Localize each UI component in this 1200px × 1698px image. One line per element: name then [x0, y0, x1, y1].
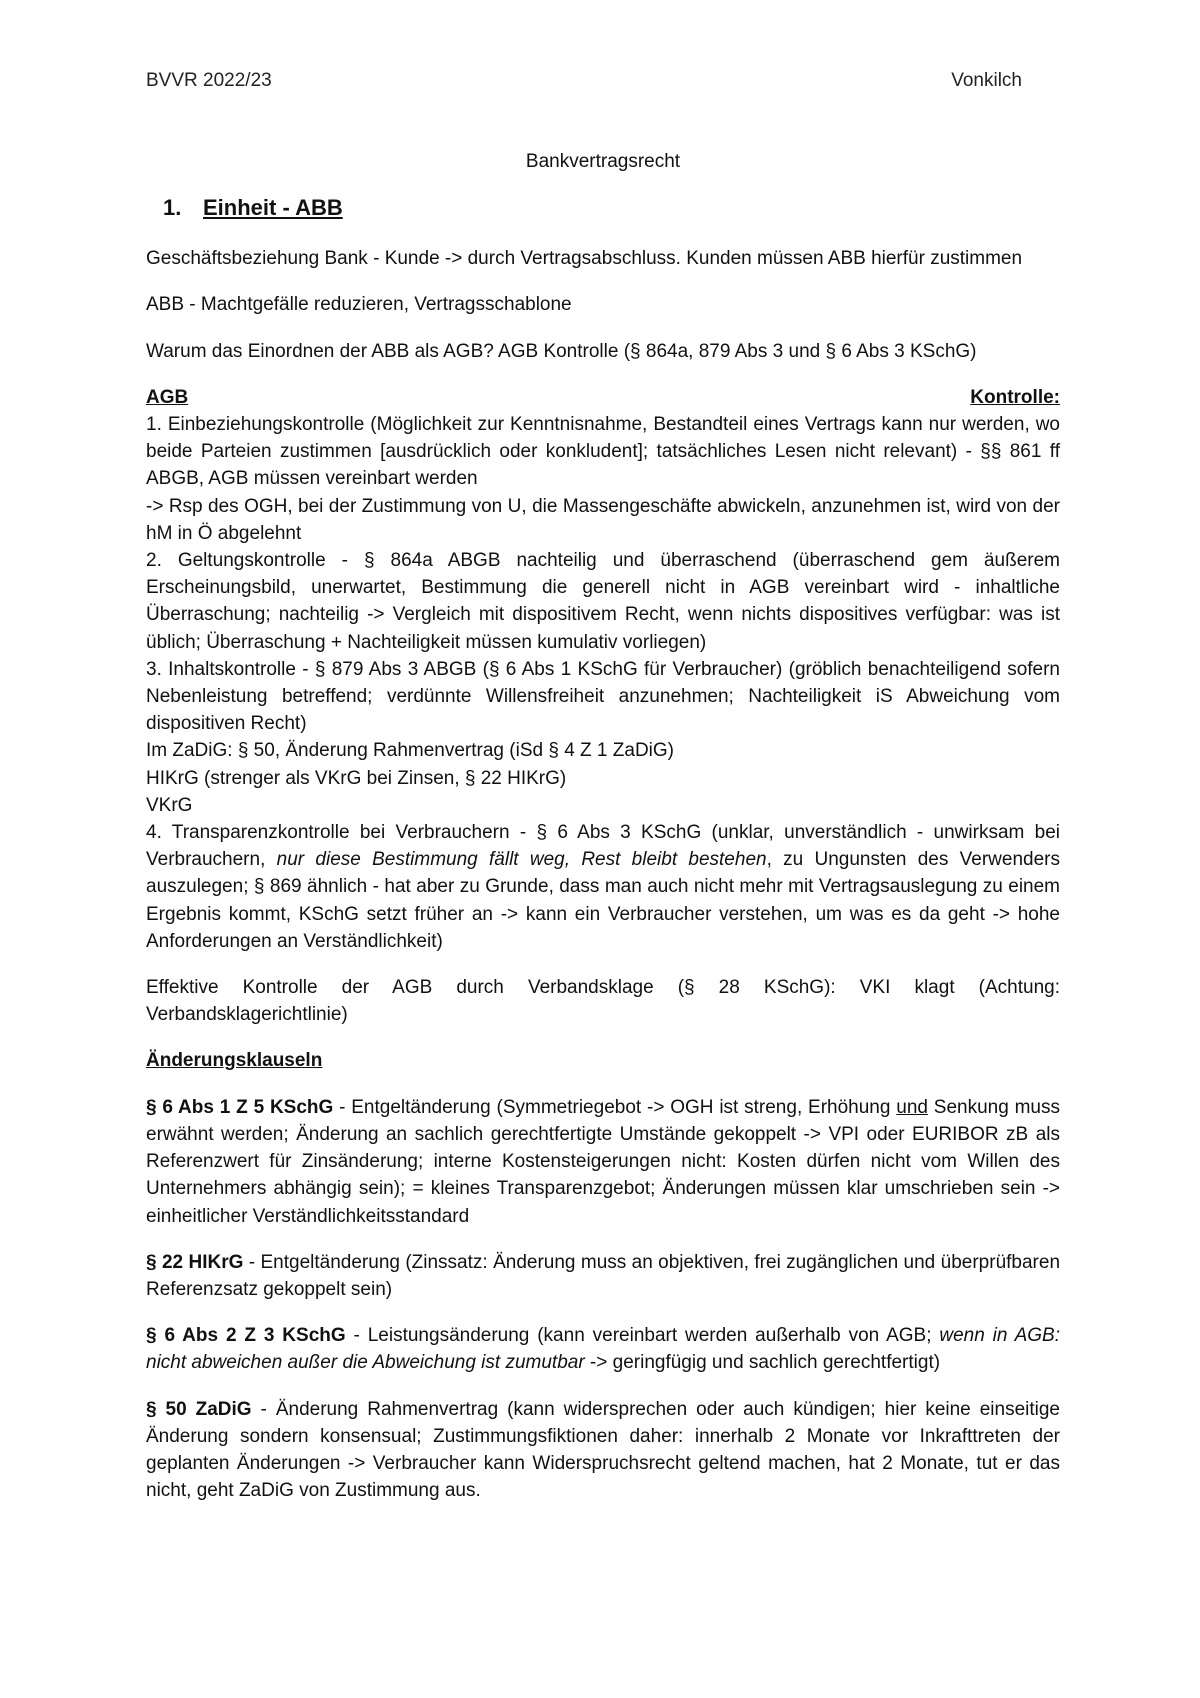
paragraph-hikrg — [146, 1249, 1060, 1303]
section-heading — [163, 193, 1060, 223]
agb-heading-right: Kontrolle: — [970, 386, 1060, 408]
list-item-hikrg: HIKrG (strenger als VKrG bei Zinsen, § 22 HIKrG) — [146, 767, 567, 789]
agb-kontrolle-heading — [146, 384, 1060, 411]
agb-kontrolle-block — [146, 384, 1060, 955]
paragraph-abb: ABB - Machtgefälle reduzieren, Vertragsschablone — [146, 294, 572, 316]
k2-bold: § 22 HIKrG — [146, 1251, 244, 1273]
transparenz-italic: nur diese Bestimmung fällt weg, Rest bleibt bestehen — [276, 849, 767, 871]
list-item-vkrg: VKrG — [146, 794, 193, 816]
k1-underlined: und — [896, 1096, 928, 1118]
k1-text-1: - Entgeltänderung (Symmetriegebot -> OGH ist streng, Erhöhung — [333, 1096, 897, 1118]
transparenz-text-a: 4. Transparenzkontrolle bei Verbrauchern - § 6 Abs 3 KSchG (unklar, unverständlich - unwirksam bei Verbrauchern, — [146, 822, 1060, 871]
k3-text-1: - Leistungsänderung (kann vereinbart werden außerhalb von AGB; — [345, 1325, 940, 1347]
section-number: 1. — [163, 195, 182, 221]
paragraph-geschaeftsbeziehung: Geschäftsbeziehung Bank - Kunde -> durch Vertragsabschluss. Kunden müssen ABB hierfür zustimmen — [146, 248, 1023, 270]
document-body — [146, 148, 1060, 1523]
k3-italic: wenn in AGB: nicht abweichen außer die Abweichung ist zumutbar — [146, 1325, 1060, 1374]
k1-text-2: Senkung muss erwähnt werden; Änderung an sachlich gerechtfertigte Umstände gekoppelt -> VPI oder EURIBOR zB als Referenzwert für Zinsänderung; interne Kostensteigerungen nicht: Kosten dürfen nicht vom Willen des Unternehmers abhängig sein); = kleines Transparenzgebot; Änderungen müssen klar umschrieben sein -> einheitlicher Verständlichkeitsstandard — [146, 1096, 1060, 1227]
k4-bold: § 50 ZaDiG — [146, 1398, 252, 1420]
heading-aenderungsklauseln: Änderungsklauseln — [146, 1050, 323, 1072]
agb-heading-left: AGB — [146, 386, 189, 408]
list-item-einbeziehung-rsp: -> Rsp des OGH, bei der Zustimmung von U, die Massengeschäfte abwickeln, anzunehmen ist, wird von der hM in Ö abgelehnt — [146, 495, 1060, 544]
transparenz-text-b: , zu Ungunsten des Verwenders auszulegen; § 869 ähnlich - hat aber zu Grunde, dass man auch nicht mehr mit Vertragsauslegung zu einem Ergebnis kommt, KSchG setzt früher an -> kann ein Verbraucher verstehen, um was es da geht -> hohe Anforderungen an Verständlichkeit) — [146, 849, 1060, 952]
k2-text: - Entgeltänderung (Zinssatz: Änderung muss an objektiven, frei zugänglichen und überprüfbaren Referenzsatz gekoppelt sein) — [146, 1251, 1061, 1300]
k3-bold: § 6 Abs 2 Z 3 KSchG — [146, 1325, 346, 1347]
paragraph-effektive-kontrolle: Effektive Kontrolle der AGB durch Verbandsklage (§ 28 KSchG): VKI klagt (Achtung: Verbandsklagerichtlinie) — [146, 977, 1060, 1026]
k1-bold: § 6 Abs 1 Z 5 KSchG — [146, 1096, 334, 1118]
list-item-zadig: Im ZaDiG: § 50, Änderung Rahmenvertrag (iSd § 4 Z 1 ZaDiG) — [146, 740, 674, 762]
paragraph-warum: Warum das Einordnen der ABB als AGB? AGB Kontrolle (§ 864a, 879 Abs 3 und § 6 Abs 3 KSchG) — [146, 340, 977, 362]
section-title: Einheit - ABB — [203, 195, 343, 221]
k3-text-2: -> geringfügig und sachlich gerechtfertigt) — [584, 1352, 941, 1374]
list-item-transparenz — [146, 819, 1060, 955]
paragraph-zadig — [146, 1396, 1060, 1505]
paragraph-kschg-leistung — [146, 1322, 1060, 1376]
header-left: BVVR 2022/23 — [146, 70, 272, 91]
list-item-inhalt: 3. Inhaltskontrolle - § 879 Abs 3 ABGB (§ 6 Abs 1 KSchG für Verbraucher) (gröblich benachteiligend sofern Nebenleistung betreffend; verdünnte Willensfreiheit anzunehmen; Nachteiligkeit iS Abweichung vom dispositiven Recht) — [146, 658, 1060, 735]
paragraph-kschg-entgelt — [146, 1094, 1060, 1230]
list-item-geltung: 2. Geltungskontrolle - § 864a ABGB nachteilig und überraschend (überraschend gem äußerem Erscheinungsbild, unerwartet, Bestimmung die generell nicht in AGB vereinbart wird - inhaltliche Überraschung; nachteilig -> Vergleich mit dispositivem Recht, wenn nichts dispositives verfügbar: was ist üblich; Überraschung + Nachteiligkeit müssen kumulativ vorliegen) — [146, 550, 1060, 653]
k4-text: - Änderung Rahmenvertrag (kann widersprechen oder auch kündigen; hier keine einseitige Änderung sondern konsensual; Zustimmungsfiktionen daher: innerhalb 2 Monate vor Inkrafttreten der geplanten Änderungen -> Verbraucher kann Widerspruchsrecht geltend machen, hat 2 Monate, tut er das nicht, geht ZaDiG von Zustimmung aus. — [146, 1398, 1060, 1502]
document-title: Bankvertragsrecht — [525, 151, 681, 172]
header-right: Vonkilch — [951, 70, 1022, 91]
list-item-einbeziehung: 1. Einbeziehungskontrolle (Möglichkeit zur Kenntnisnahme, Bestandteil eines Vertrags kann nur werden, wo beide Parteien zustimmen [ausdrücklich oder konkludent]; tatsächliches Lesen nicht relevant) - §§ 861 ff ABGB, AGB müssen vereinbart werden — [146, 414, 1060, 490]
